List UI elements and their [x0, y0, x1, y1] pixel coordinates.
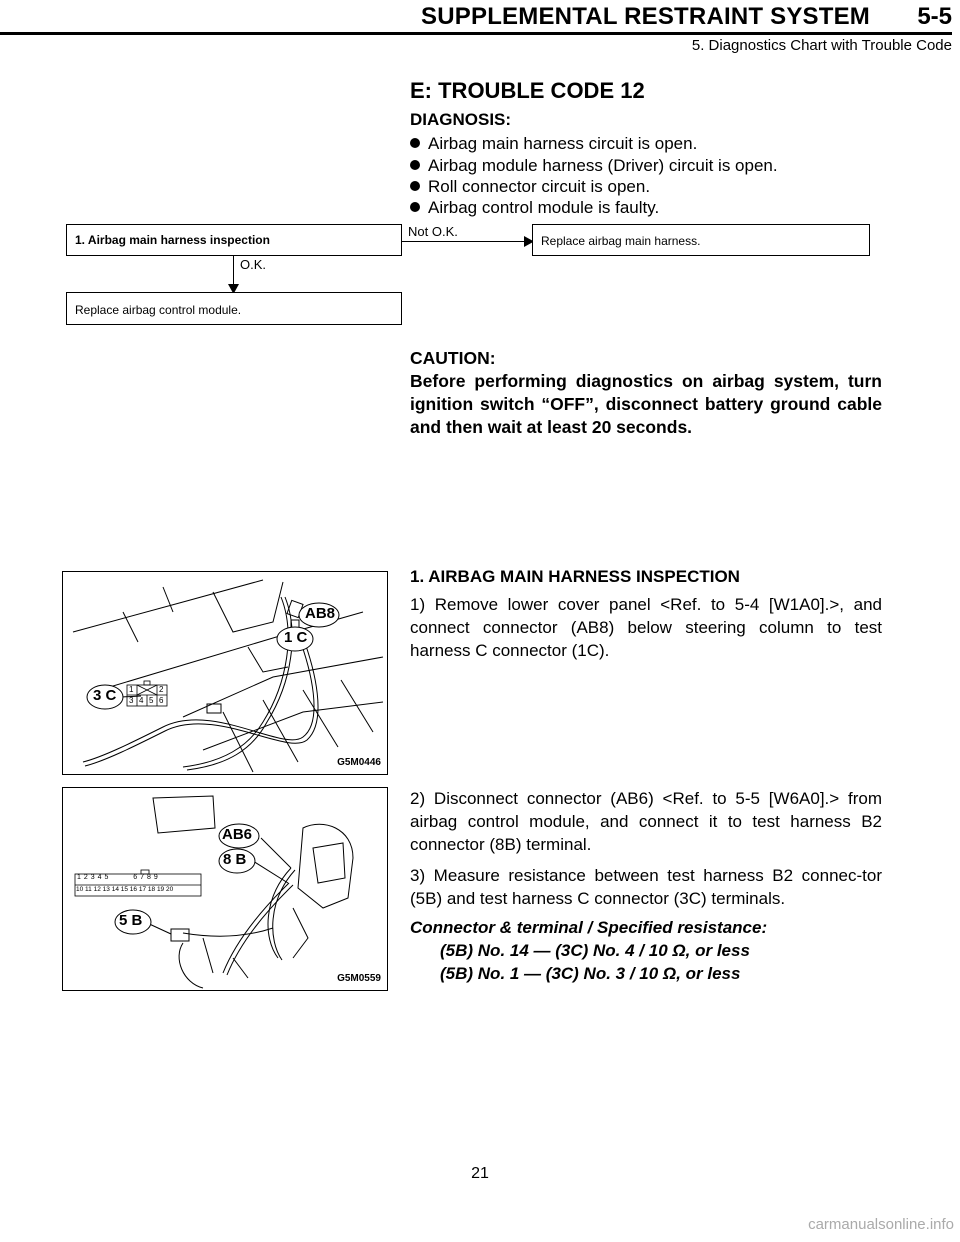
diagnosis-item: Airbag main harness circuit is open.	[410, 134, 697, 154]
not-ok-action-box	[532, 224, 870, 256]
label-3c: 3 C	[93, 687, 117, 704]
page-number: 21	[471, 1165, 489, 1182]
label-5b: 5 B	[119, 912, 143, 929]
not-ok-label: Not O.K.	[408, 224, 458, 239]
spec-line: (5B) No. 14 — (3C) No. 4 / 10 Ω, or less	[440, 941, 750, 960]
figure-id: G5M0446	[337, 757, 381, 768]
label-1c: 1 C	[284, 629, 308, 646]
figure-connector-ab6	[62, 787, 388, 991]
harness-illustration-1	[63, 572, 387, 774]
bullet-icon	[410, 138, 420, 148]
bullet-icon	[410, 181, 420, 191]
pin-label: 3	[129, 696, 134, 705]
pin-row-bottom: 10 11 12 13 14 15 16 17 18 19 20	[76, 886, 174, 893]
spec-label: Connector & terminal / Specified resistance:	[410, 918, 768, 937]
figure-id: G5M0559	[337, 973, 381, 984]
inspection-step-2: 2) Disconnect connector (AB6) <Ref. to 5-5 [W6A0].> from airbag control module, and connect it to test harness B2 connector (8B) terminal.	[410, 789, 882, 854]
flowchart-step-label: 1. Airbag main harness inspection	[75, 233, 270, 247]
pin-label: 2	[159, 685, 164, 694]
trouble-code-title: E: TROUBLE CODE 12	[410, 78, 645, 103]
watermark: carmanualsonline.info	[808, 1216, 954, 1233]
pin-label: 1	[129, 685, 134, 694]
spec-line: (5B) No. 1 — (3C) No. 3 / 10 Ω, or less	[440, 964, 741, 983]
section-number: 5-5	[917, 3, 952, 30]
not-ok-action-label: Replace airbag main harness.	[541, 234, 701, 248]
inspection-step-1: 1) Remove lower cover panel <Ref. to 5-4 [W1A0].>, and connect connector (AB8) below steering column to test harness C connector (1C).	[410, 595, 882, 660]
caution-label: CAUTION:	[410, 348, 496, 368]
bullet-icon	[410, 160, 420, 170]
ok-action-label: Replace airbag control module.	[75, 303, 242, 317]
ok-action-box	[66, 292, 402, 325]
caution-block	[410, 347, 882, 439]
header-subtitle: 5. Diagnostics Chart with Trouble Code	[691, 37, 952, 54]
pin-label: 5	[149, 696, 154, 705]
figure-connector-ab8	[62, 571, 388, 775]
pin-label: 4	[139, 696, 144, 705]
flowchart-step-box	[66, 224, 402, 256]
diagnosis-item: Airbag control module is faulty.	[410, 198, 659, 218]
label-ab6: AB6	[222, 826, 253, 843]
label-8b: 8 B	[223, 851, 247, 868]
section-title-header: SUPPLEMENTAL RESTRAINT SYSTEM	[421, 3, 870, 30]
bullet-icon	[410, 202, 420, 212]
diagnosis-item: Airbag module harness (Driver) circuit is open.	[410, 156, 778, 176]
label-ab8: AB8	[305, 605, 336, 622]
diagnosis-item: Roll connector circuit is open.	[410, 177, 650, 197]
caution-text: Before performing diagnostics on airbag system, turn ignition switch “OFF”, disconnect battery ground cable and then wait at least 20 seconds.	[410, 371, 882, 437]
inspection-step-3: 3) Measure resistance between test harness B2 connec-tor (5B) and test harness C connector (3C) terminals.	[410, 866, 882, 908]
pin-row-top: 1 2 3 4 5 6 7 8 9	[77, 874, 159, 881]
pin-label: 6	[159, 696, 164, 705]
flow-connector	[402, 241, 530, 242]
header-rule	[0, 32, 952, 35]
ok-label: O.K.	[240, 257, 267, 272]
diagnosis-label: DIAGNOSIS:	[410, 110, 512, 129]
inspection-title: 1. AIRBAG MAIN HARNESS INSPECTION	[410, 567, 740, 586]
